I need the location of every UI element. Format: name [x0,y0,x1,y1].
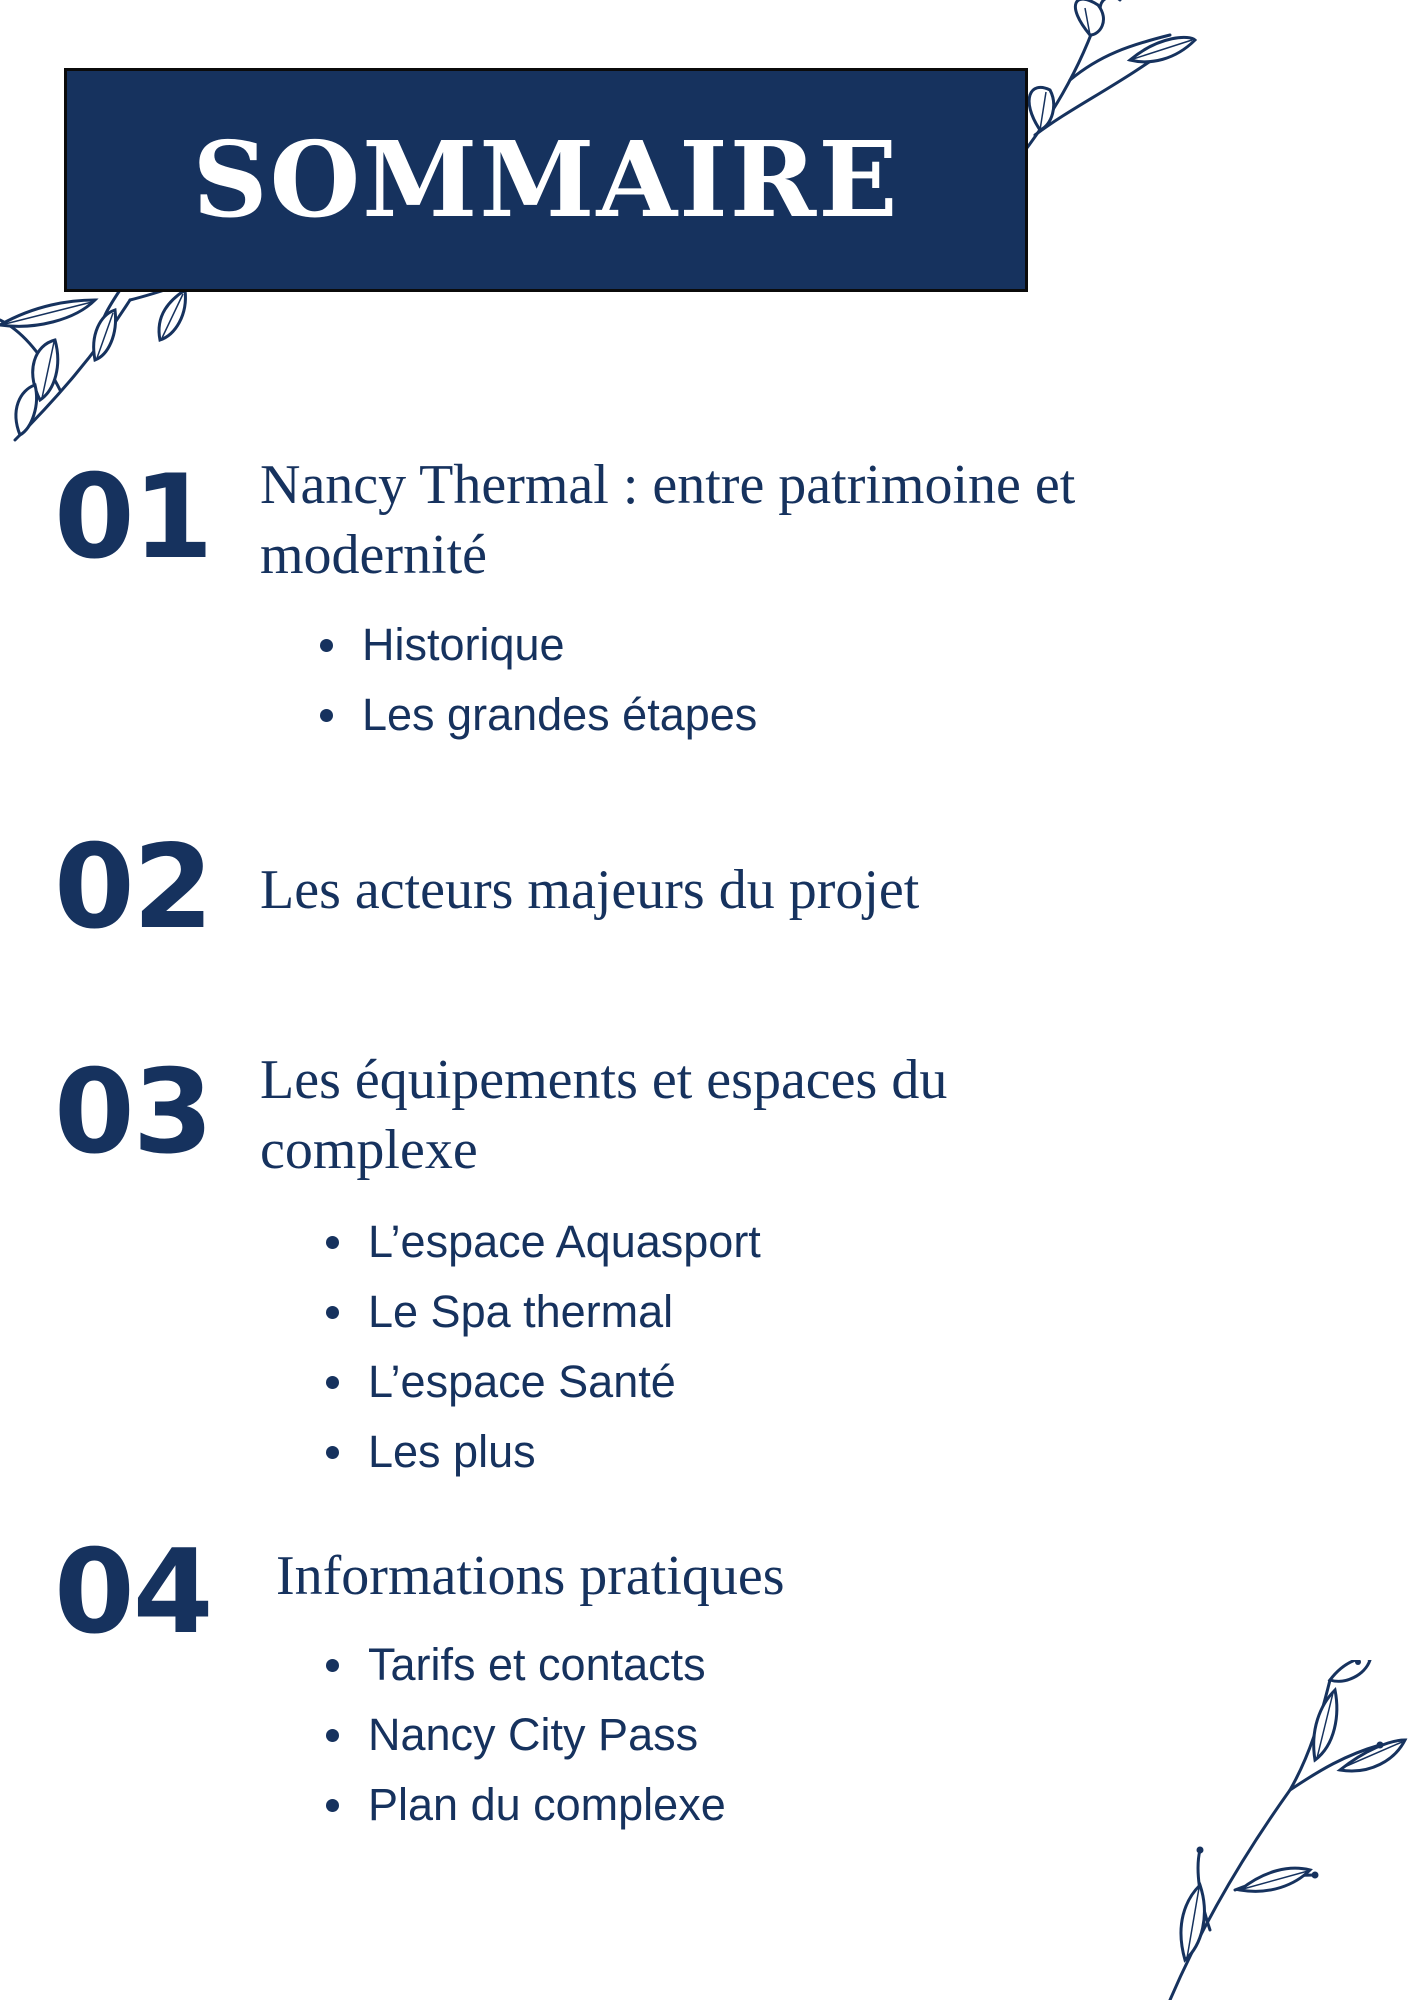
section-heading-line: Les équipements et espaces du [260,1049,948,1111]
section-number: 01 [54,450,212,585]
list-item: Historique [320,610,757,680]
page-title: SOMMAIRE [192,118,900,241]
section-items [320,610,757,750]
section-heading-line: Informations pratiques [276,1545,785,1607]
bullet-icon [326,1306,339,1319]
bullet-icon [326,1376,339,1389]
title-banner [64,68,1028,292]
section-heading [276,1541,785,1611]
list-item: Le Spa thermal [326,1277,761,1347]
section-heading-line: complexe [260,1119,478,1181]
section-heading-line: Nancy Thermal : entre patrimoine et [260,454,1076,516]
section-heading [260,855,919,925]
section-heading-line: Les acteurs majeurs du projet [260,859,920,921]
bullet-icon [326,1729,339,1742]
section-number: 03 [54,1045,212,1180]
list-item: Tarifs et contacts [326,1630,726,1700]
leaf-branch-icon [1140,1660,1414,2000]
list-item: Plan du complexe [326,1770,726,1840]
list-item: L’espace Santé [326,1347,761,1417]
section-items [326,1207,761,1487]
bullet-icon [320,639,333,652]
section-heading-line: modernité [260,524,488,586]
bullet-icon [326,1446,339,1459]
list-item: Les grandes étapes [320,680,757,750]
list-item: L’espace Aquasport [326,1207,761,1277]
list-item: Les plus [326,1417,761,1487]
section-number: 02 [54,820,212,955]
section-items [326,1630,726,1840]
section-heading [260,450,1075,590]
section-number: 04 [54,1525,212,1660]
bullet-icon [326,1799,339,1812]
bullet-icon [326,1659,339,1672]
list-item: Nancy City Pass [326,1700,726,1770]
bullet-icon [320,709,333,722]
bullet-icon [326,1236,339,1249]
leaf-branch-icon [0,280,210,450]
section-heading [260,1045,947,1185]
